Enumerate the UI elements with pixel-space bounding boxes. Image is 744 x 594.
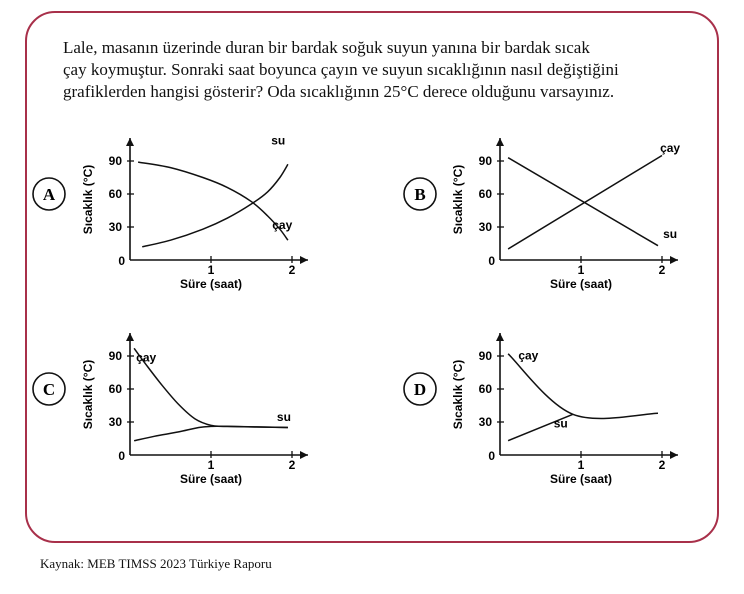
origin-label: 0 xyxy=(488,254,495,268)
source-caption: Kaynak: MEB TIMSS 2023 Türkiye Raporu xyxy=(40,556,272,571)
chart-D xyxy=(404,333,678,486)
chart-C xyxy=(33,333,308,486)
y-tick-label: 30 xyxy=(108,415,122,429)
x-axis-arrow xyxy=(300,256,308,264)
x-tick-label: 2 xyxy=(658,458,666,472)
x-tick-label: 1 xyxy=(577,263,585,277)
y-tick-label: 60 xyxy=(108,382,122,396)
y-axis-arrow xyxy=(496,333,504,341)
y-axis-arrow xyxy=(126,138,134,146)
series-label: çay xyxy=(518,348,539,363)
series-label: su xyxy=(663,227,678,241)
chart-B xyxy=(404,138,680,291)
y-tick-label: 90 xyxy=(478,349,492,363)
series-line-cay xyxy=(138,162,288,240)
x-tick-label: 2 xyxy=(288,458,296,472)
option-label: D xyxy=(413,380,427,399)
x-axis-arrow xyxy=(670,256,678,264)
series-line-cay xyxy=(508,354,658,419)
series-label: çay xyxy=(272,218,293,233)
y-axis-label: Sıcaklık (°C) xyxy=(81,359,95,430)
y-axis-label: Sıcaklık (°C) xyxy=(451,359,465,430)
y-axis-label: Sıcaklık (°C) xyxy=(81,164,95,235)
chart-A xyxy=(33,134,308,292)
x-axis-arrow xyxy=(300,451,308,459)
y-tick-label: 60 xyxy=(108,187,122,201)
x-axis-label: Süre (saat) xyxy=(179,277,243,291)
y-axis-label: Sıcaklık (°C) xyxy=(451,164,465,235)
x-tick-label: 2 xyxy=(288,263,296,277)
x-tick-label: 1 xyxy=(577,458,585,472)
y-tick-label: 90 xyxy=(108,349,122,363)
y-axis-arrow xyxy=(496,138,504,146)
series-label: çay xyxy=(136,350,157,365)
origin-label: 0 xyxy=(118,449,125,463)
origin-label: 0 xyxy=(488,449,495,463)
question-line: çay koymuştur. Sonraki saat boyunca çayın ve suyun sıcaklığının nasıl değiştiğini xyxy=(63,60,619,79)
x-tick-label: 2 xyxy=(658,263,666,277)
y-tick-label: 90 xyxy=(108,154,122,168)
y-axis-arrow xyxy=(126,333,134,341)
x-axis-arrow xyxy=(670,451,678,459)
series-line-su xyxy=(134,426,288,440)
y-tick-label: 30 xyxy=(478,220,492,234)
option-label: B xyxy=(414,185,426,204)
question-line: Lale, masanın üzerinde duran bir bardak soğuk suyun yanına bir bardak sıcak xyxy=(63,38,590,57)
series-line-su xyxy=(142,164,288,247)
y-tick-label: 30 xyxy=(108,220,122,234)
series-label: su xyxy=(553,416,568,431)
y-tick-label: 60 xyxy=(478,382,492,396)
x-tick-label: 1 xyxy=(207,458,215,472)
series-line-cay xyxy=(134,348,288,427)
y-tick-label: 90 xyxy=(478,154,492,168)
y-tick-label: 30 xyxy=(478,415,492,429)
option-label: C xyxy=(42,380,56,399)
x-tick-label: 1 xyxy=(207,263,215,277)
y-tick-label: 60 xyxy=(478,187,492,201)
series-label: su xyxy=(271,133,286,148)
question-line: grafiklerden hangisi gösterir? Oda sıcaklığının 25°C derece olduğunu varsayınız. xyxy=(63,82,615,101)
x-axis-label: Süre (saat) xyxy=(549,277,613,291)
series-label: su xyxy=(276,409,291,424)
origin-label: 0 xyxy=(118,254,125,268)
x-axis-label: Süre (saat) xyxy=(179,472,243,486)
x-axis-label: Süre (saat) xyxy=(549,472,613,486)
option-label: A xyxy=(42,185,56,204)
series-label: çay xyxy=(660,141,681,156)
